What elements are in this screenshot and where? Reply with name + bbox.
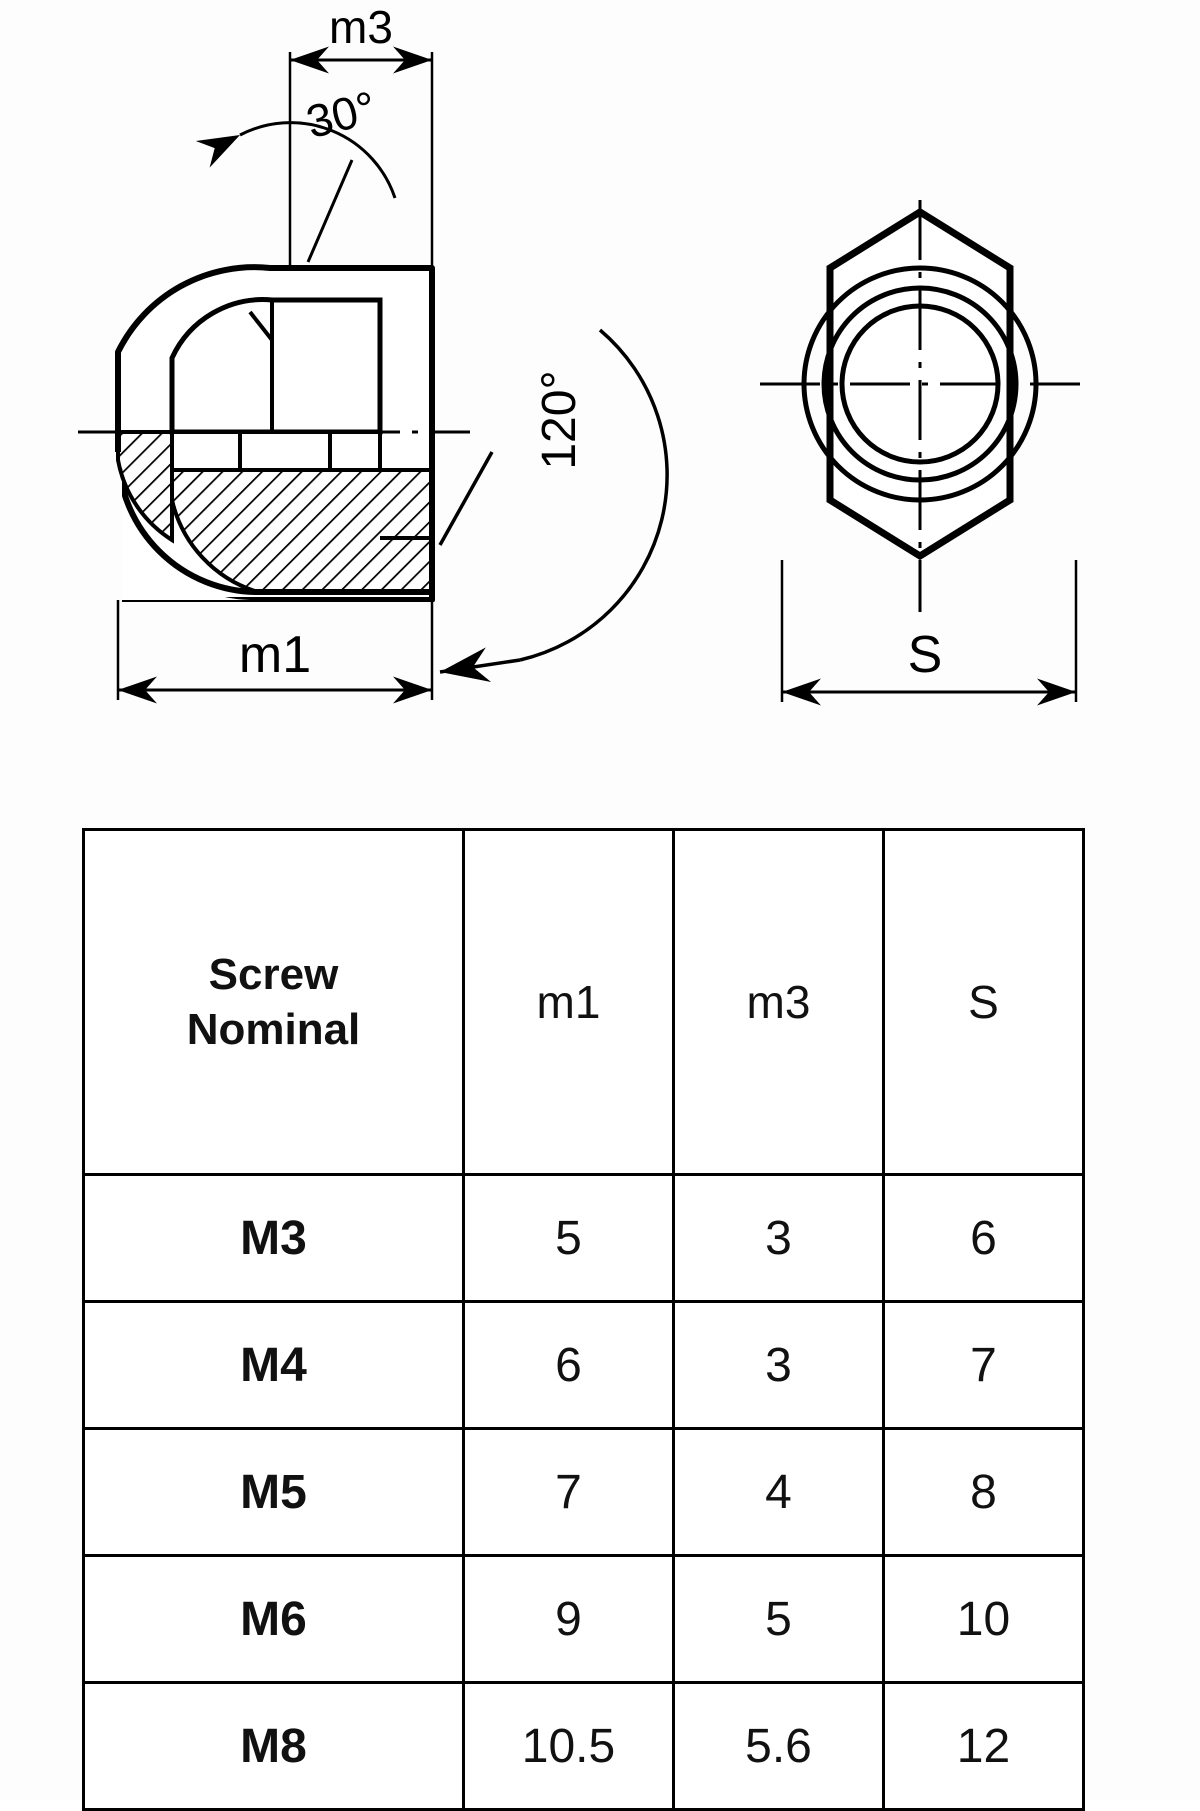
cell-m1: 7	[464, 1429, 674, 1556]
label-30-degree: 30°	[301, 80, 382, 149]
header-screw-nominal-line1: Screw	[208, 950, 339, 999]
table-row	[84, 1302, 1084, 1429]
header-screw-nominal	[84, 830, 464, 1175]
cell-m1: 10.5	[464, 1683, 674, 1810]
cell-m1: 6	[464, 1302, 674, 1429]
cell-m1: 5	[464, 1175, 674, 1302]
table-row	[84, 1175, 1084, 1302]
label-120-degree: 120°	[533, 370, 586, 470]
cell-m1: 9	[464, 1556, 674, 1683]
dimension-120-degree	[440, 330, 667, 672]
dimension-table-wrapper	[82, 828, 1082, 1811]
cell-s: 10	[884, 1556, 1084, 1683]
cell-m3: 3	[674, 1302, 884, 1429]
label-m1-bottom: m1	[238, 626, 312, 684]
header-m3: m3	[674, 830, 884, 1175]
cell-size: M4	[84, 1302, 464, 1429]
cell-s: 6	[884, 1175, 1084, 1302]
dimension-s	[782, 560, 1076, 702]
cell-size: M3	[84, 1175, 464, 1302]
cell-size: M8	[84, 1683, 464, 1810]
label-s-bottom: S	[907, 626, 943, 684]
header-m1: m1	[464, 830, 674, 1175]
cap-nut-section-view	[78, 1, 667, 700]
table-row	[84, 1556, 1084, 1683]
table-row	[84, 1429, 1084, 1556]
cell-m3: 4	[674, 1429, 884, 1556]
table-row	[84, 1683, 1084, 1810]
cell-m3: 5.6	[674, 1683, 884, 1810]
table-header-row	[84, 830, 1084, 1175]
dimension-table	[82, 828, 1085, 1811]
engineering-drawing	[0, 0, 1200, 820]
cell-size: M5	[84, 1429, 464, 1556]
label-m3-top: m3	[329, 1, 393, 53]
cell-size: M6	[84, 1556, 464, 1683]
header-screw-nominal-line2: Nominal	[186, 1005, 361, 1054]
cell-s: 8	[884, 1429, 1084, 1556]
header-s: S	[884, 830, 1084, 1175]
cap-nut-hex-view	[760, 200, 1080, 702]
dimension-30-degree	[240, 81, 395, 262]
cell-m3: 3	[674, 1175, 884, 1302]
cell-s: 7	[884, 1302, 1084, 1429]
cell-m3: 5	[674, 1556, 884, 1683]
cell-s: 12	[884, 1683, 1084, 1810]
